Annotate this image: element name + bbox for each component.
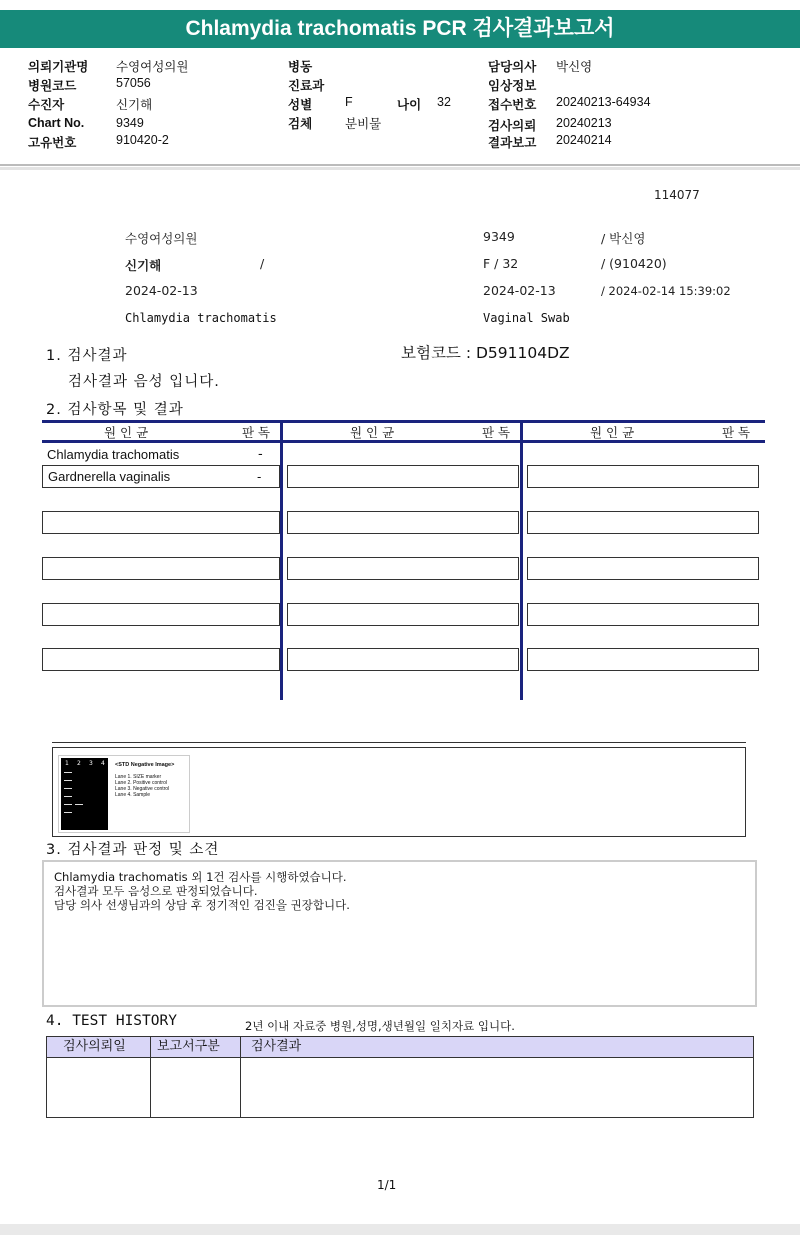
empty-result-box <box>42 511 280 534</box>
section2-title: 2. 검사항목 및 결과 <box>46 402 184 418</box>
sex-value: F <box>345 95 353 109</box>
result-judgement: - <box>257 469 262 484</box>
opinion-line: 검사결과 모두 음성으로 판정되었습니다. <box>54 884 258 898</box>
empty-result-box <box>42 557 280 580</box>
gel-band <box>64 788 72 789</box>
insurance-code: 보험코드 : D591104DZ <box>401 344 570 362</box>
history-table-header <box>47 1037 753 1058</box>
birth-date: / (910420) <box>601 256 667 271</box>
gel-legend-item: Lane 4. Sample <box>115 792 151 798</box>
gel-band <box>64 804 72 805</box>
empty-result-box <box>527 557 759 580</box>
history-note: 2년 이내 자료중 병원,성명,생년월일 일치자료 입니다. <box>245 1019 515 1033</box>
info-label: 수진자 <box>28 98 65 112</box>
report-id: 114077 <box>654 188 700 202</box>
lane-number: 1 <box>65 760 69 767</box>
info-value: 신기해 <box>116 98 153 112</box>
section4-title: 4. TEST HISTORY <box>46 1013 177 1029</box>
report-title: Chlamydia trachomatis PCR 검사결과보고서 <box>0 10 800 48</box>
info-label: 담당의사 <box>488 60 537 74</box>
results-header-rule <box>42 440 765 443</box>
info-label: 고유번호 <box>28 136 77 150</box>
lane-number: 2 <box>77 760 81 767</box>
gel-band <box>64 772 72 773</box>
gel-legend-item: Lane 3. Negative control <box>115 786 170 792</box>
info-label: 임상정보 <box>488 79 537 93</box>
gel-lanes <box>61 758 108 830</box>
empty-result-box <box>287 603 519 626</box>
section3-title: 3. 검사결과 판정 및 소견 <box>46 842 220 858</box>
gel-band <box>75 804 83 805</box>
info-label: 검사의뢰 <box>488 119 537 133</box>
history-col-result: 검사결과 <box>251 1039 302 1054</box>
gel-electrophoresis-image <box>58 755 190 833</box>
clinic-name: 수영여성의원 <box>125 231 198 246</box>
gel-title: <STD Negative Image> <box>115 762 175 768</box>
col-judgement: 판 독 <box>722 425 751 440</box>
opinion-line: Chlamydia trachomatis 외 1건 검사를 시행하였습니다. <box>54 870 347 884</box>
chart-number: 9349 <box>483 229 515 244</box>
specimen-type: Vaginal Swab <box>483 311 570 325</box>
section1-title: 1. 검사결과 <box>46 348 128 364</box>
info-label: 결과보고 <box>488 136 537 150</box>
result-pathogen: Chlamydia trachomatis <box>47 447 180 462</box>
empty-result-box <box>527 465 759 488</box>
patient-name: 신기해 <box>125 258 162 273</box>
info-value: 20240213-64934 <box>556 95 651 109</box>
empty-result-box <box>287 465 519 488</box>
info-label: 접수번호 <box>488 98 537 112</box>
empty-result-box <box>527 648 759 671</box>
results-column-divider <box>280 420 283 700</box>
lane-number: 4 <box>101 760 105 767</box>
request-date: 2024-02-13 <box>125 283 198 298</box>
gel-top-rule <box>52 742 746 743</box>
empty-result-box <box>287 648 519 671</box>
history-col-request-date: 검사의뢰일 <box>63 1039 126 1054</box>
report-datetime: / 2024-02-14 15:39:02 <box>601 284 731 298</box>
result-pathogen: Gardnerella vaginalis <box>48 469 171 484</box>
info-label: Chart No. <box>28 116 85 130</box>
specimen-label: 검체 <box>288 117 313 131</box>
report-info-header <box>0 52 800 164</box>
col-judgement: 판 독 <box>242 425 271 440</box>
gel-legend-item: Lane 2. Positive control <box>115 780 167 786</box>
result-judgement: - <box>258 447 263 462</box>
empty-result-box <box>287 557 519 580</box>
history-table <box>46 1036 754 1118</box>
history-col-report-type: 보고서구분 <box>157 1039 220 1054</box>
col-pathogen: 원 인 균 <box>590 425 635 440</box>
empty-result-box <box>42 603 280 626</box>
history-column-divider <box>150 1037 151 1117</box>
info-value: 20240213 <box>556 116 612 130</box>
age-label: 나이 <box>397 98 422 112</box>
ward-label: 병동 <box>288 60 313 74</box>
info-value: 57056 <box>116 76 151 90</box>
results-header <box>42 423 765 440</box>
col-judgement: 판 독 <box>482 425 511 440</box>
gel-band <box>64 812 72 813</box>
info-value: 910420-2 <box>116 133 169 147</box>
page-bottom-band <box>0 1224 800 1235</box>
dept-label: 진료과 <box>288 79 325 93</box>
result-row <box>42 465 280 488</box>
info-label: 병원코드 <box>28 79 77 93</box>
info-value: 9349 <box>116 116 144 130</box>
col-pathogen: 원 인 균 <box>350 425 395 440</box>
gel-band <box>64 796 72 797</box>
sex-age: F / 32 <box>483 256 519 271</box>
col-pathogen: 원 인 균 <box>104 425 149 440</box>
header-divider <box>0 164 800 166</box>
section1-result: 검사결과 음성 입니다. <box>68 374 220 390</box>
empty-result-box <box>527 603 759 626</box>
empty-result-box <box>42 648 280 671</box>
info-value: 수영여성의원 <box>116 60 189 74</box>
specimen-value: 분비물 <box>345 117 382 131</box>
doctor-name: / 박신영 <box>601 231 646 246</box>
history-column-divider <box>240 1037 241 1117</box>
info-label: 의뢰기관명 <box>28 60 89 74</box>
gel-legend-item: Lane 1. SIZE marker <box>115 774 162 780</box>
gel-band <box>64 780 72 781</box>
patient-slash: / <box>260 256 265 271</box>
info-value: 20240214 <box>556 133 612 147</box>
empty-result-box <box>527 511 759 534</box>
sex-label: 성별 <box>288 98 313 112</box>
test-name: Chlamydia trachomatis <box>125 311 277 325</box>
receive-date: 2024-02-13 <box>483 283 556 298</box>
header-divider-shadow <box>0 167 800 170</box>
opinion-box <box>42 860 757 1007</box>
opinion-line: 담당 의사 선생님과의 상담 후 정기적인 검진을 권장합니다. <box>54 898 350 912</box>
lane-number: 3 <box>89 760 93 767</box>
results-column-divider <box>520 420 523 700</box>
info-value: 박신영 <box>556 60 593 74</box>
empty-result-box <box>287 511 519 534</box>
page-number: 1/1 <box>377 1178 397 1192</box>
age-value: 32 <box>437 95 451 109</box>
